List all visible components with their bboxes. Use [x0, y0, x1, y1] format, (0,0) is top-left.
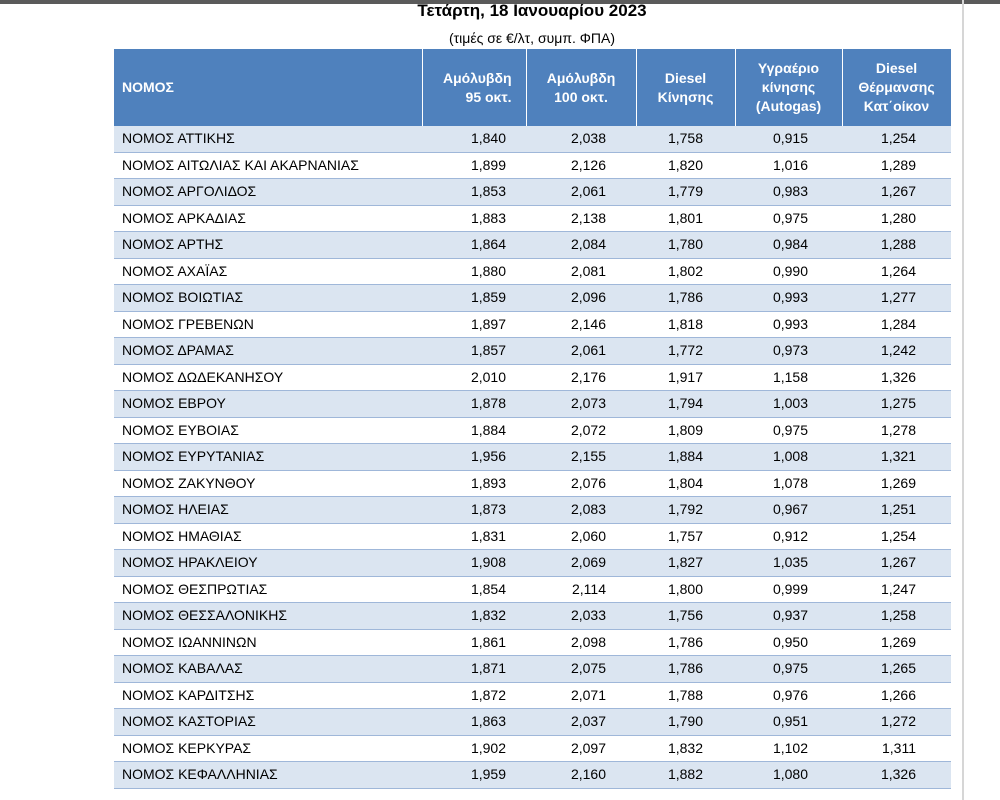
header-unleaded-95-line1: Αμόλυβδη — [442, 69, 512, 86]
cell-unleaded-95: 1,863 — [422, 709, 526, 736]
cell-unleaded-100: 2,076 — [526, 470, 636, 497]
table-row — [114, 126, 951, 152]
cell-nomos: ΝΟΜΟΣ ΔΡΑΜΑΣ — [114, 338, 422, 365]
cell-unleaded-100: 2,061 — [526, 179, 636, 206]
cell-unleaded-95: 1,872 — [422, 682, 526, 709]
table-row — [114, 762, 951, 789]
header-autogas — [735, 49, 842, 126]
cell-unleaded-95: 1,840 — [422, 126, 526, 152]
cell-diesel: 1,786 — [636, 629, 735, 656]
cell-unleaded-95: 1,902 — [422, 735, 526, 762]
cell-unleaded-95: 1,864 — [422, 232, 526, 259]
cell-unleaded-100: 2,075 — [526, 656, 636, 683]
header-row — [114, 49, 951, 126]
cell-heating-diesel: 1,264 — [842, 258, 951, 285]
cell-diesel: 1,832 — [636, 735, 735, 762]
fuel-prices-table — [114, 49, 952, 789]
cell-diesel: 1,804 — [636, 470, 735, 497]
table-row — [114, 338, 951, 365]
header-diesel — [636, 49, 735, 126]
cell-unleaded-95: 1,893 — [422, 470, 526, 497]
cell-autogas: 0,915 — [735, 126, 842, 152]
header-autogas-line1: Υγραέριο — [757, 60, 820, 76]
cell-unleaded-95: 1,897 — [422, 311, 526, 338]
document-title: Τετάρτη, 18 Ιανουαρίου 2023 — [417, 1, 647, 20]
cell-nomos: ΝΟΜΟΣ ΘΕΣΠΡΩΤΙΑΣ — [114, 576, 422, 603]
table-row — [114, 550, 951, 577]
cell-diesel: 1,917 — [636, 364, 735, 391]
table-row — [114, 735, 951, 762]
cell-unleaded-100: 2,146 — [526, 311, 636, 338]
cell-diesel: 1,756 — [636, 603, 735, 630]
header-unleaded-100 — [526, 49, 636, 126]
cell-heating-diesel: 1,326 — [842, 762, 951, 789]
table-row — [114, 709, 951, 736]
cell-autogas: 0,950 — [735, 629, 842, 656]
cell-autogas: 0,937 — [735, 603, 842, 630]
cell-unleaded-95: 1,884 — [422, 417, 526, 444]
cell-autogas: 0,976 — [735, 682, 842, 709]
cell-unleaded-100: 2,037 — [526, 709, 636, 736]
cell-heating-diesel: 1,254 — [842, 523, 951, 550]
cell-unleaded-100: 2,097 — [526, 735, 636, 762]
header-unleaded-95-line2: 95 οκτ. — [465, 88, 512, 105]
cell-autogas: 0,999 — [735, 576, 842, 603]
cell-unleaded-100: 2,073 — [526, 391, 636, 418]
cell-heating-diesel: 1,251 — [842, 497, 951, 524]
cell-diesel: 1,801 — [636, 205, 735, 232]
cell-nomos: ΝΟΜΟΣ ΚΑΒΑΛΑΣ — [114, 656, 422, 683]
cell-heating-diesel: 1,288 — [842, 232, 951, 259]
cell-autogas: 0,967 — [735, 497, 842, 524]
cell-autogas: 0,975 — [735, 205, 842, 232]
cell-nomos: ΝΟΜΟΣ ΔΩΔΕΚΑΝΗΣΟΥ — [114, 364, 422, 391]
header-nomos — [114, 49, 422, 126]
cell-unleaded-95: 1,832 — [422, 603, 526, 630]
cell-diesel: 1,780 — [636, 232, 735, 259]
cell-diesel: 1,790 — [636, 709, 735, 736]
cell-autogas: 0,973 — [735, 338, 842, 365]
header-diesel-line2: Κίνησης — [657, 88, 714, 105]
cell-autogas: 0,951 — [735, 709, 842, 736]
cell-diesel: 1,757 — [636, 523, 735, 550]
cell-diesel: 1,882 — [636, 762, 735, 789]
cell-unleaded-95: 1,878 — [422, 391, 526, 418]
cell-nomos: ΝΟΜΟΣ ΑΡΚΑΔΙΑΣ — [114, 205, 422, 232]
cell-autogas: 1,035 — [735, 550, 842, 577]
header-heating-diesel — [842, 49, 951, 126]
cell-heating-diesel: 1,267 — [842, 550, 951, 577]
table-row — [114, 311, 951, 338]
table-row — [114, 523, 951, 550]
table-row — [114, 152, 951, 179]
cell-diesel: 1,788 — [636, 682, 735, 709]
cell-unleaded-100: 2,061 — [526, 338, 636, 365]
cell-diesel: 1,786 — [636, 285, 735, 312]
cell-unleaded-100: 2,084 — [526, 232, 636, 259]
cell-unleaded-100: 2,072 — [526, 417, 636, 444]
cell-unleaded-100: 2,060 — [526, 523, 636, 550]
cell-autogas: 0,993 — [735, 285, 842, 312]
cell-unleaded-95: 1,831 — [422, 523, 526, 550]
cell-unleaded-100: 2,069 — [526, 550, 636, 577]
cell-nomos: ΝΟΜΟΣ ΗΜΑΘΙΑΣ — [114, 523, 422, 550]
cell-heating-diesel: 1,247 — [842, 576, 951, 603]
cell-unleaded-95: 1,854 — [422, 576, 526, 603]
header-diesel-line1: Diesel — [664, 69, 707, 86]
table-row — [114, 656, 951, 683]
cell-diesel: 1,809 — [636, 417, 735, 444]
table-row — [114, 364, 951, 391]
cell-unleaded-100: 2,081 — [526, 258, 636, 285]
cell-autogas: 1,008 — [735, 444, 842, 471]
cell-nomos: ΝΟΜΟΣ ΚΑΣΤΟΡΙΑΣ — [114, 709, 422, 736]
cell-autogas: 0,984 — [735, 232, 842, 259]
cell-nomos: ΝΟΜΟΣ ΑΙΤΩΛΙΑΣ ΚΑΙ ΑΚΑΡΝΑΝΙΑΣ — [114, 152, 422, 179]
table-row — [114, 417, 951, 444]
cell-unleaded-100: 2,160 — [526, 762, 636, 789]
cell-unleaded-95: 1,908 — [422, 550, 526, 577]
cell-heating-diesel: 1,280 — [842, 205, 951, 232]
cell-heating-diesel: 1,242 — [842, 338, 951, 365]
cell-heating-diesel: 1,272 — [842, 709, 951, 736]
cell-nomos: ΝΟΜΟΣ ΑΡΓΟΛΙΔΟΣ — [114, 179, 422, 206]
header-unleaded-100-line2: 100 οκτ. — [554, 88, 608, 105]
cell-unleaded-100: 2,083 — [526, 497, 636, 524]
cell-diesel: 1,818 — [636, 311, 735, 338]
cell-unleaded-100: 2,071 — [526, 682, 636, 709]
table-row — [114, 205, 951, 232]
cell-heating-diesel: 1,277 — [842, 285, 951, 312]
cell-heating-diesel: 1,265 — [842, 656, 951, 683]
cell-nomos: ΝΟΜΟΣ ΓΡΕΒΕΝΩΝ — [114, 311, 422, 338]
cell-nomos: ΝΟΜΟΣ ΙΩΑΝΝΙΝΩΝ — [114, 629, 422, 656]
table-body — [114, 126, 951, 788]
cell-diesel: 1,779 — [636, 179, 735, 206]
table-row — [114, 444, 951, 471]
header-nomos-label: ΝΟΜΟΣ — [122, 79, 174, 95]
cell-nomos: ΝΟΜΟΣ ΒΟΙΩΤΙΑΣ — [114, 285, 422, 312]
cell-heating-diesel: 1,269 — [842, 629, 951, 656]
cell-heating-diesel: 1,321 — [842, 444, 951, 471]
cell-unleaded-95: 2,010 — [422, 364, 526, 391]
cell-autogas: 0,975 — [735, 417, 842, 444]
cell-heating-diesel: 1,266 — [842, 682, 951, 709]
cell-nomos: ΝΟΜΟΣ ΕΥΡΥΤΑΝΙΑΣ — [114, 444, 422, 471]
header-unleaded-95 — [422, 49, 526, 126]
cell-heating-diesel: 1,267 — [842, 179, 951, 206]
cell-diesel: 1,772 — [636, 338, 735, 365]
header-autogas-line3: (Autogas) — [755, 98, 822, 114]
cell-heating-diesel: 1,289 — [842, 152, 951, 179]
table-row — [114, 497, 951, 524]
cell-unleaded-95: 1,861 — [422, 629, 526, 656]
cell-diesel: 1,820 — [636, 152, 735, 179]
cell-autogas: 0,912 — [735, 523, 842, 550]
cell-autogas: 0,993 — [735, 311, 842, 338]
cell-nomos: ΝΟΜΟΣ ΚΕΡΚΥΡΑΣ — [114, 735, 422, 762]
table-row — [114, 629, 951, 656]
cell-unleaded-95: 1,859 — [422, 285, 526, 312]
cell-diesel: 1,786 — [636, 656, 735, 683]
table-row — [114, 603, 951, 630]
cell-nomos: ΝΟΜΟΣ ΗΡΑΚΛΕΙΟΥ — [114, 550, 422, 577]
table-row — [114, 232, 951, 259]
cell-autogas: 0,983 — [735, 179, 842, 206]
cell-heating-diesel: 1,311 — [842, 735, 951, 762]
table-row — [114, 391, 951, 418]
cell-autogas: 1,158 — [735, 364, 842, 391]
cell-autogas: 0,990 — [735, 258, 842, 285]
cell-unleaded-95: 1,899 — [422, 152, 526, 179]
cell-heating-diesel: 1,278 — [842, 417, 951, 444]
cell-unleaded-100: 2,033 — [526, 603, 636, 630]
cell-diesel: 1,827 — [636, 550, 735, 577]
cell-unleaded-100: 2,038 — [526, 126, 636, 152]
cell-autogas: 1,078 — [735, 470, 842, 497]
cell-unleaded-100: 2,098 — [526, 629, 636, 656]
cell-heating-diesel: 1,284 — [842, 311, 951, 338]
cell-nomos: ΝΟΜΟΣ ΚΕΦΑΛΛΗΝΙΑΣ — [114, 762, 422, 789]
cell-unleaded-95: 1,871 — [422, 656, 526, 683]
cell-nomos: ΝΟΜΟΣ ΑΤΤΙΚΗΣ — [114, 126, 422, 152]
cell-heating-diesel: 1,258 — [842, 603, 951, 630]
table-header — [114, 49, 951, 126]
cell-unleaded-100: 2,176 — [526, 364, 636, 391]
table-row — [114, 179, 951, 206]
cell-diesel: 1,802 — [636, 258, 735, 285]
cell-autogas: 1,003 — [735, 391, 842, 418]
cell-diesel: 1,794 — [636, 391, 735, 418]
table-row — [114, 258, 951, 285]
cell-unleaded-100: 2,126 — [526, 152, 636, 179]
cell-unleaded-95: 1,883 — [422, 205, 526, 232]
cell-diesel: 1,884 — [636, 444, 735, 471]
cell-nomos: ΝΟΜΟΣ ΑΡΤΗΣ — [114, 232, 422, 259]
table-row — [114, 576, 951, 603]
cell-nomos: ΝΟΜΟΣ ΕΒΡΟΥ — [114, 391, 422, 418]
cell-nomos: ΝΟΜΟΣ ΑΧΑΪΑΣ — [114, 258, 422, 285]
table-row — [114, 682, 951, 709]
cell-diesel: 1,758 — [636, 126, 735, 152]
cell-autogas: 1,016 — [735, 152, 842, 179]
header-heating-line3: Κατ΄οίκον — [863, 98, 930, 114]
cell-unleaded-100: 2,138 — [526, 205, 636, 232]
cell-nomos: ΝΟΜΟΣ ΕΥΒΟΙΑΣ — [114, 417, 422, 444]
cell-heating-diesel: 1,254 — [842, 126, 951, 152]
cell-unleaded-100: 2,155 — [526, 444, 636, 471]
cell-unleaded-100: 2,114 — [526, 576, 636, 603]
header-autogas-line2: κίνησης — [761, 79, 816, 95]
cell-unleaded-95: 1,857 — [422, 338, 526, 365]
cell-unleaded-100: 2,096 — [526, 285, 636, 312]
cell-autogas: 0,975 — [735, 656, 842, 683]
cell-autogas: 1,102 — [735, 735, 842, 762]
cell-unleaded-95: 1,880 — [422, 258, 526, 285]
page-edge-divider — [962, 0, 964, 800]
header-heating-line2: Θέρμανσης — [858, 79, 935, 95]
cell-unleaded-95: 1,959 — [422, 762, 526, 789]
table-row — [114, 470, 951, 497]
header-heating-line1: Diesel — [875, 60, 918, 76]
cell-heating-diesel: 1,326 — [842, 364, 951, 391]
cell-nomos: ΝΟΜΟΣ ΖΑΚΥΝΘΟΥ — [114, 470, 422, 497]
cell-heating-diesel: 1,269 — [842, 470, 951, 497]
cell-nomos: ΝΟΜΟΣ ΚΑΡΔΙΤΣΗΣ — [114, 682, 422, 709]
cell-diesel: 1,792 — [636, 497, 735, 524]
cell-heating-diesel: 1,275 — [842, 391, 951, 418]
cell-unleaded-95: 1,853 — [422, 179, 526, 206]
cell-autogas: 1,080 — [735, 762, 842, 789]
cell-nomos: ΝΟΜΟΣ ΗΛΕΙΑΣ — [114, 497, 422, 524]
table-row — [114, 285, 951, 312]
cell-unleaded-95: 1,956 — [422, 444, 526, 471]
cell-diesel: 1,800 — [636, 576, 735, 603]
header-unleaded-100-line1: Αμόλυβδη — [546, 69, 616, 86]
cell-unleaded-95: 1,873 — [422, 497, 526, 524]
cell-nomos: ΝΟΜΟΣ ΘΕΣΣΑΛΟΝΙΚΗΣ — [114, 603, 422, 630]
document-subtitle: (τιμές σε €/λτ, συμπ. ΦΠΑ) — [448, 30, 616, 46]
